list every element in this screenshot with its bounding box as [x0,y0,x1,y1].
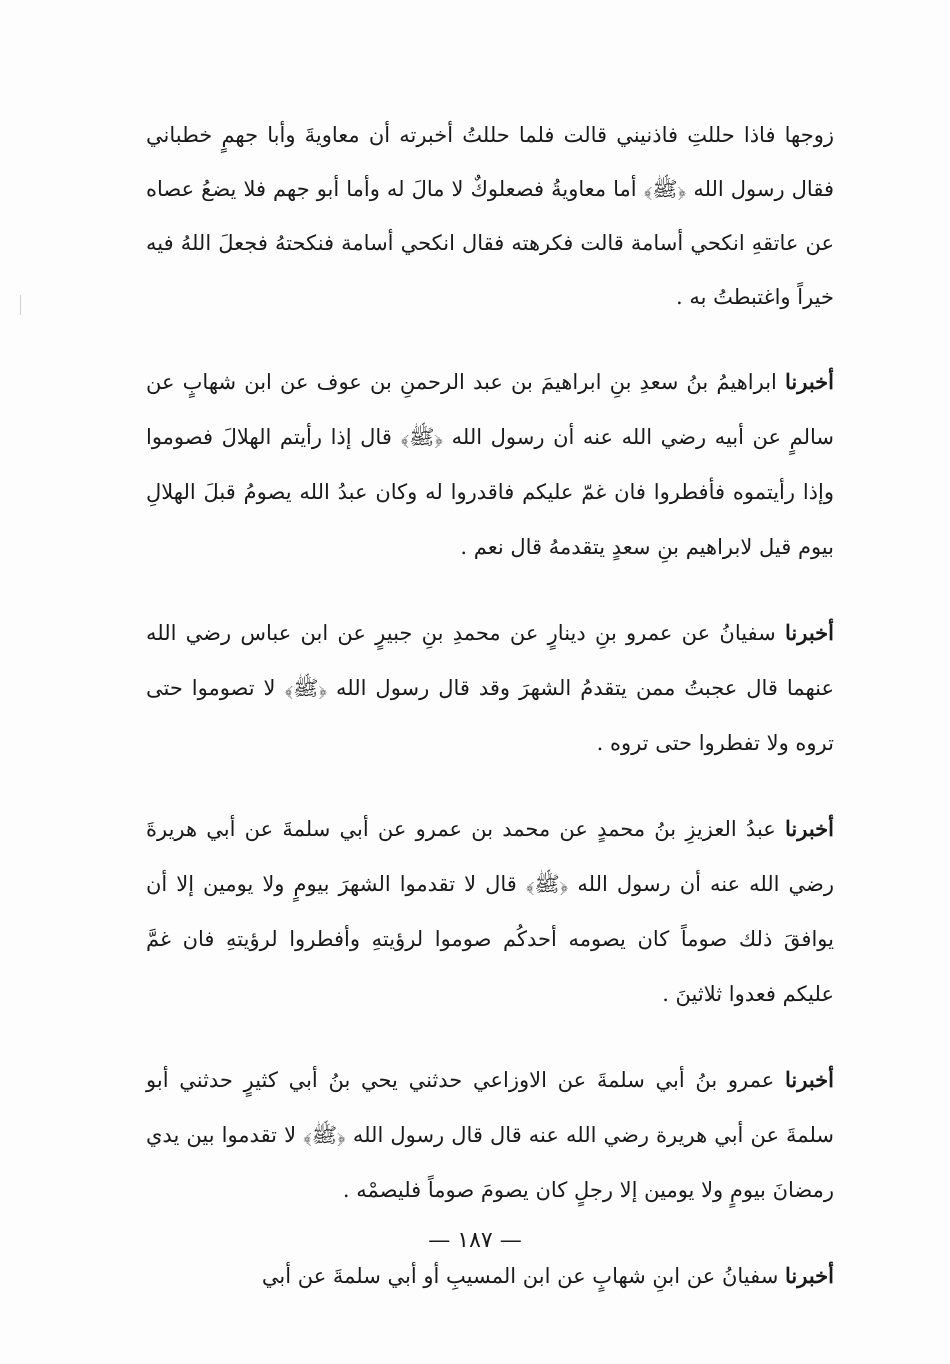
paragraph [146,801,834,1022]
paragraph [146,605,834,771]
paragraph [146,354,834,575]
paragraph-text: سفيانُ عن ابنِ شهابٍ عن ابن المسيبِ أو أبي سلمةَ عن أبي [261,1264,786,1288]
paragraph-lead: أخبرنا [785,1263,834,1288]
paragraph-lead: أخبرنا [785,816,834,841]
paragraph-text: ابراهيمُ بنُ سعدِ بنِ ابراهيمَ بن عبد الرحمنِ بن عوف عن ابن شهابٍ عن سالمٍ عن أبيه رضي الله عنه أن رسول الله ﴿ﷺ﴾ قال إذا رأيتم الهلالَ فصوموا وإذا رأيتموه فأفطروا فان غمّ عليكم فاقدروا له وكان عبدُ الله يصومُ قبلَ الهلالِ بيوم قيل لابراهيم بنِ سعدٍ يتقدمهُ قال نعم . [146,370,834,559]
paragraph-text: سفيانُ عن عمرو بنِ دينارٍ عن محمدِ بنِ جبيرٍ عن ابن عباس رضي الله عنهما قال عجبتُ ممن يتقدمُ الشهرَ وقد قال رسول الله ﴿ﷺ﴾ لا تصوموا حتى تروه ولا تفطروا حتى تروه . [146,621,834,755]
paragraph-text: عبدُ العزيزِ بنُ محمدٍ عن محمد بن عمرو عن أبي سلمةَ عن أبي هريرةَ رضي الله عنه أن رسول الله ﴿ﷺ﴾ قال لا تقدموا الشهرَ بيومٍ ولا يومين إلا أن يوافقَ ذلك صوماً كان يصومه أحدكُم صوموا لرؤيتهِ وأفطروا لرؤيتهِ فان غمَّ عليكم فعدوا ثلاثينَ . [146,817,834,1006]
paragraph-lead: أخبرنا [785,1067,834,1092]
paragraph [146,1248,834,1304]
paragraph-lead: أخبرنا [785,369,834,394]
paragraph [146,108,834,324]
paragraph-lead: أخبرنا [785,620,834,645]
margin-mark [20,295,21,315]
paragraph-text: عمرو بنُ أبي سلمةَ عن الاوزاعي حدثني يحي بنُ أبي كثيرٍ حدثني أبو سلمةَ عن أبي هريرة رضي الله عنه قال قال رسول الله ﴿ﷺ﴾ لا تقدموا بين يدي رمضانَ بيومٍ ولا يومين إلا رجلٍ كان يصومَ صوماً فليصمْه . [146,1068,834,1202]
body-text [146,108,834,1334]
paragraph-text: زوجها فاذا حللتِ فاذنيني قالت فلما حللتُ أخبرته أن معاويةَ وأبا جهمٍ خطباني فقال رسول الله ﴿ﷺ﴾ أما معاويةُ فصعلوكٌ لا مالَ له وأما أبو جهم فلا يضعُ عصاه عن عاتقهِ انكحي أسامة قالت فكرهته فقال انكحي أسامة فنكحتهُ فجعلَ اللهُ فيه خيراً واغتبطتُ به . [146,123,834,309]
paragraph [146,1052,834,1218]
page-number: — ١٨٧ — [428,1228,522,1253]
